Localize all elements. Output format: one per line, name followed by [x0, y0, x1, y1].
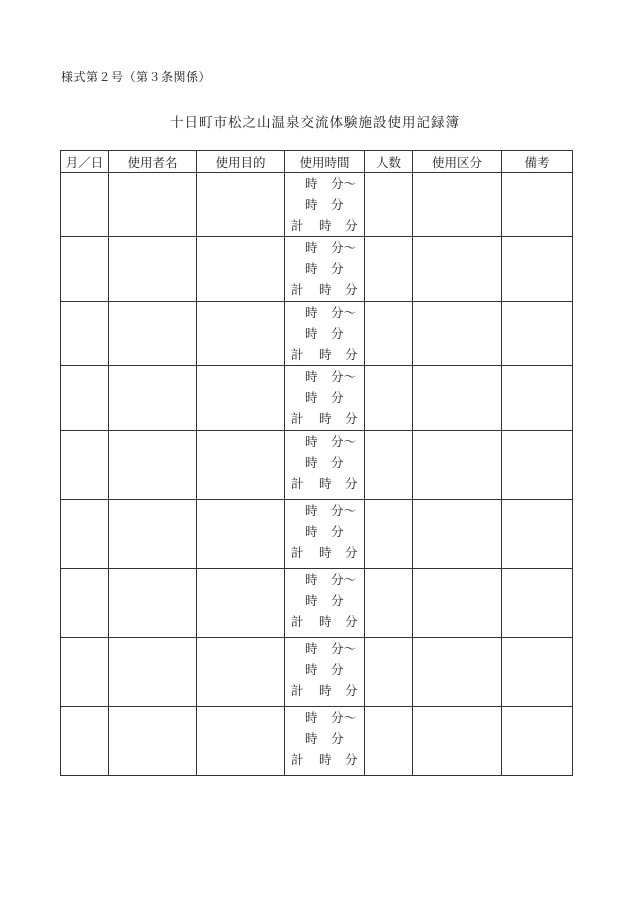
cell-headcount — [365, 500, 413, 569]
minute-label: 分 — [345, 545, 358, 560]
cell-user-name — [109, 569, 197, 638]
hour-label: 時 — [305, 641, 318, 656]
minute-label: 分 — [331, 593, 344, 608]
minute-label: 分 — [345, 752, 358, 767]
hour-label: 時 — [305, 390, 318, 405]
hour-label: 時 — [319, 683, 332, 698]
table-row — [61, 431, 573, 500]
time-end-line — [285, 323, 364, 344]
cell-usage-category — [413, 707, 502, 776]
total-label: 計 — [291, 545, 304, 560]
cell-purpose — [197, 500, 285, 569]
cell-usage-category — [413, 302, 502, 366]
cell-remarks — [502, 173, 573, 237]
total-label: 計 — [291, 411, 304, 426]
table-header-row — [61, 151, 573, 173]
header-headcount: 人数 — [365, 151, 413, 173]
time-total-line — [285, 408, 364, 429]
hour-label: 時 — [305, 434, 318, 449]
cell-headcount — [365, 173, 413, 237]
hour-label: 時 — [319, 347, 332, 362]
minute-label: 分 — [331, 524, 344, 539]
minute-from-label: 分～ — [331, 176, 357, 191]
cell-usage-time — [285, 638, 365, 707]
cell-usage-category — [413, 500, 502, 569]
header-date: 月／日 — [61, 151, 109, 173]
hour-label: 時 — [305, 261, 318, 276]
cell-usage-time — [285, 366, 365, 431]
time-end-line — [285, 452, 364, 473]
hour-label: 時 — [305, 731, 318, 746]
cell-headcount — [365, 569, 413, 638]
hour-label: 時 — [305, 176, 318, 191]
hour-label: 時 — [319, 218, 332, 233]
hour-label: 時 — [305, 593, 318, 608]
cell-usage-category — [413, 569, 502, 638]
time-total-line — [285, 344, 364, 365]
minute-label: 分 — [345, 218, 358, 233]
time-end-line — [285, 590, 364, 611]
usage-record-table — [60, 150, 573, 776]
cell-usage-time — [285, 431, 365, 500]
cell-usage-category — [413, 638, 502, 707]
hour-label: 時 — [305, 455, 318, 470]
cell-user-name — [109, 237, 197, 302]
cell-remarks — [502, 638, 573, 707]
time-total-line — [285, 749, 364, 770]
time-start-line — [285, 366, 364, 387]
cell-date — [61, 707, 109, 776]
minute-label: 分 — [345, 282, 358, 297]
time-end-line — [285, 258, 364, 279]
cell-headcount — [365, 707, 413, 776]
header-usage-time: 使用時間 — [285, 151, 365, 173]
time-total-line — [285, 542, 364, 563]
total-label: 計 — [291, 347, 304, 362]
table-body — [61, 173, 573, 776]
cell-usage-time — [285, 569, 365, 638]
time-total-line — [285, 279, 364, 300]
minute-label: 分 — [331, 731, 344, 746]
time-start-line — [285, 302, 364, 323]
minute-from-label: 分～ — [331, 503, 357, 518]
minute-from-label: 分～ — [331, 710, 357, 725]
cell-usage-time — [285, 707, 365, 776]
minute-from-label: 分～ — [331, 572, 357, 587]
cell-date — [61, 173, 109, 237]
cell-date — [61, 366, 109, 431]
time-start-line — [285, 707, 364, 728]
cell-purpose — [197, 431, 285, 500]
minute-from-label: 分～ — [331, 434, 357, 449]
hour-label: 時 — [305, 197, 318, 212]
cell-usage-time — [285, 173, 365, 237]
cell-remarks — [502, 707, 573, 776]
cell-usage-category — [413, 431, 502, 500]
document-title: 十日町市松之山温泉交流体験施設使用記録簿 — [170, 115, 460, 131]
minute-from-label: 分～ — [331, 641, 357, 656]
time-start-line — [285, 638, 364, 659]
header-purpose: 使用目的 — [197, 151, 285, 173]
cell-purpose — [197, 302, 285, 366]
cell-usage-time — [285, 500, 365, 569]
cell-user-name — [109, 366, 197, 431]
cell-remarks — [502, 237, 573, 302]
hour-label: 時 — [305, 503, 318, 518]
time-total-line — [285, 680, 364, 701]
cell-purpose — [197, 707, 285, 776]
time-total-line — [285, 611, 364, 632]
minute-from-label: 分～ — [331, 305, 357, 320]
cell-user-name — [109, 431, 197, 500]
table-row — [61, 569, 573, 638]
minute-label: 分 — [345, 411, 358, 426]
total-label: 計 — [291, 752, 304, 767]
cell-user-name — [109, 707, 197, 776]
cell-remarks — [502, 366, 573, 431]
cell-remarks — [502, 431, 573, 500]
cell-user-name — [109, 500, 197, 569]
hour-label: 時 — [305, 305, 318, 320]
time-end-line — [285, 521, 364, 542]
cell-date — [61, 638, 109, 707]
hour-label: 時 — [305, 326, 318, 341]
table-row — [61, 366, 573, 431]
cell-headcount — [365, 638, 413, 707]
hour-label: 時 — [305, 369, 318, 384]
time-start-line — [285, 173, 364, 194]
hour-label: 時 — [319, 545, 332, 560]
minute-label: 分 — [331, 326, 344, 341]
cell-usage-time — [285, 302, 365, 366]
form-number-label: 様式第２号（第３条関係） — [61, 70, 212, 84]
hour-label: 時 — [305, 240, 318, 255]
hour-label: 時 — [305, 572, 318, 587]
minute-label: 分 — [331, 455, 344, 470]
minute-from-label: 分～ — [331, 240, 357, 255]
time-start-line — [285, 431, 364, 452]
time-end-line — [285, 659, 364, 680]
table-row — [61, 237, 573, 302]
cell-purpose — [197, 638, 285, 707]
total-label: 計 — [291, 282, 304, 297]
time-start-line — [285, 237, 364, 258]
cell-user-name — [109, 173, 197, 237]
hour-label: 時 — [319, 614, 332, 629]
cell-purpose — [197, 237, 285, 302]
cell-headcount — [365, 302, 413, 366]
cell-date — [61, 569, 109, 638]
minute-label: 分 — [331, 390, 344, 405]
cell-remarks — [502, 569, 573, 638]
table-row — [61, 302, 573, 366]
cell-date — [61, 302, 109, 366]
minute-label: 分 — [331, 197, 344, 212]
hour-label: 時 — [305, 662, 318, 677]
cell-purpose — [197, 569, 285, 638]
time-total-line — [285, 473, 364, 494]
time-start-line — [285, 500, 364, 521]
cell-headcount — [365, 237, 413, 302]
time-end-line — [285, 728, 364, 749]
minute-label: 分 — [345, 476, 358, 491]
header-remarks: 備考 — [502, 151, 573, 173]
cell-remarks — [502, 302, 573, 366]
total-label: 計 — [291, 614, 304, 629]
total-label: 計 — [291, 476, 304, 491]
time-end-line — [285, 194, 364, 215]
header-user-name: 使用者名 — [109, 151, 197, 173]
cell-user-name — [109, 638, 197, 707]
cell-headcount — [365, 431, 413, 500]
minute-label: 分 — [345, 347, 358, 362]
time-total-line — [285, 215, 364, 236]
cell-date — [61, 431, 109, 500]
cell-usage-category — [413, 366, 502, 431]
cell-usage-time — [285, 237, 365, 302]
cell-purpose — [197, 366, 285, 431]
total-label: 計 — [291, 683, 304, 698]
hour-label: 時 — [319, 411, 332, 426]
hour-label: 時 — [319, 752, 332, 767]
minute-label: 分 — [345, 614, 358, 629]
header-usage-category: 使用区分 — [413, 151, 502, 173]
minute-label: 分 — [331, 261, 344, 276]
hour-label: 時 — [319, 476, 332, 491]
table-row — [61, 707, 573, 776]
time-start-line — [285, 569, 364, 590]
hour-label: 時 — [305, 710, 318, 725]
table-row — [61, 173, 573, 237]
hour-label: 時 — [319, 282, 332, 297]
time-end-line — [285, 387, 364, 408]
cell-usage-category — [413, 237, 502, 302]
minute-label: 分 — [345, 683, 358, 698]
minute-label: 分 — [331, 662, 344, 677]
table-row — [61, 638, 573, 707]
cell-remarks — [502, 500, 573, 569]
total-label: 計 — [291, 218, 304, 233]
cell-user-name — [109, 302, 197, 366]
cell-date — [61, 237, 109, 302]
cell-usage-category — [413, 173, 502, 237]
cell-headcount — [365, 366, 413, 431]
cell-purpose — [197, 173, 285, 237]
minute-from-label: 分～ — [331, 369, 357, 384]
hour-label: 時 — [305, 524, 318, 539]
cell-date — [61, 500, 109, 569]
table-row — [61, 500, 573, 569]
